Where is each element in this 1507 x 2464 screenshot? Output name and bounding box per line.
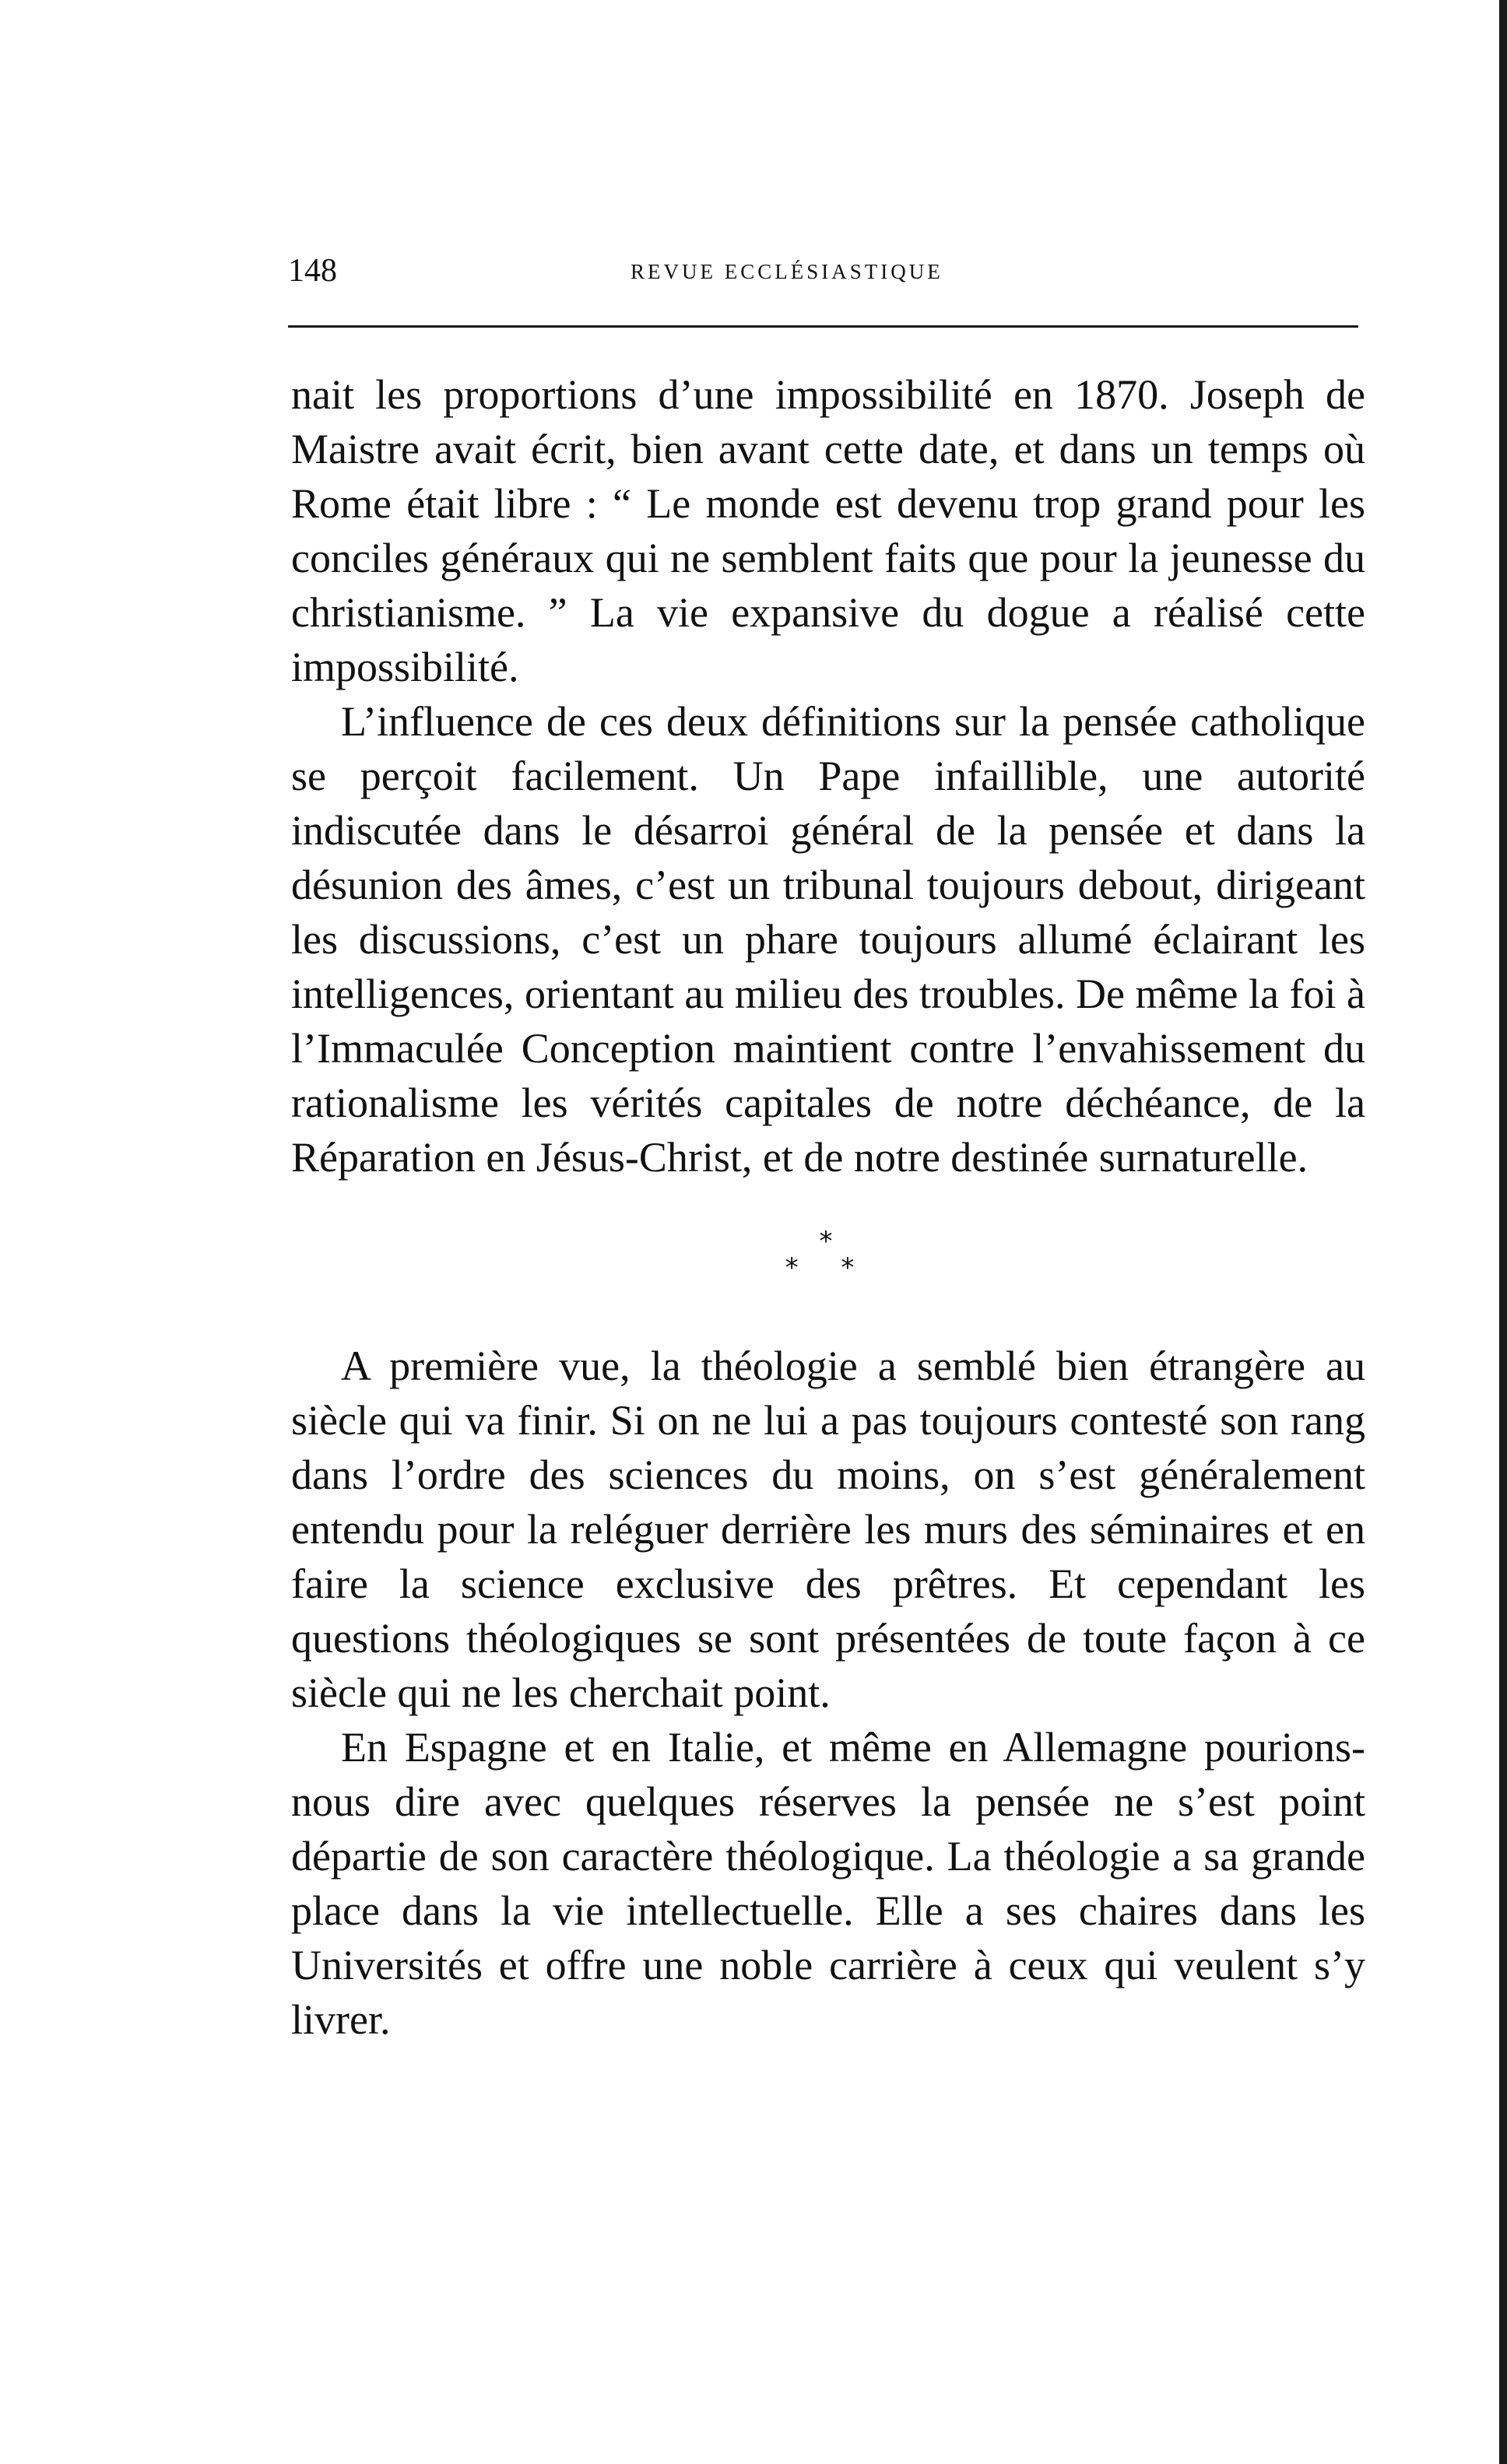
paragraph-2: L’influence de ces deux définitions sur la pensée catholique se perçoit facilement. Un Pape infaillible, une autorité indiscutée dans le désarroi général de la pensée et dans la désunion des âmes, c’est un tribunal toujours debout, dirigeant les discussions, c’est un phare toujours allumé éclairant les intelligences, orientant au milieu des troubles. De même la foi à l’Immaculée Conception maintient contre l’envahissement du rationalisme les vérités capitales de notre déchéance, de la Réparation en Jésus-Christ, et de notre destinée surnaturelle. [291,698,1365,1181]
paragraph-1: nait les proportions d’une impossibilité en 1870. Joseph de Maistre avait écrit, bien avant cette date, et dans un temps où Rome était libre : “ Le monde est devenu trop grand pour les conciles généraux qui ne semblent faits que pour la jeunesse du christianisme. ” La vie expansive du dogue a réalisé cette impossibilité. [291,371,1365,690]
running-title: REVUE ECCLÉSIASTIQUE [631,260,943,283]
separator-top: * [819,1226,838,1257]
body-text [291,367,1365,2047]
page-edge [1499,0,1507,2464]
paragraph-3: A première vue, la théologie a semblé bien étrangère au siècle qui va finir. Si on ne lui a pas toujours contesté son rang dans l’ordre des sciences du moins, on s’est généralement entendu pour la reléguer derrière les murs des séminaires et en faire la science exclusive des prêtres. Et cependant les questions théologiques se sont présentées de toute façon à ce siècle qui ne les cherchait point. [291,1343,1365,1716]
separator-bottom: * * [785,1252,872,1283]
section-separator [291,1228,1365,1281]
page-header [288,247,1347,294]
page-number: 148 [288,253,337,289]
paragraph-4: En Espagne et en Italie, et même en Allemagne pourions-nous dire avec quelques réserves la pensée ne s’est point départie de son caractère théologique. La théologie a sa grande place dans la vie intellectuelle. Elle a ses chaires dans les Universités et offre une noble carrière à ceux qui veulent s’y livrer. [291,1724,1365,2043]
header-rule [288,325,1358,328]
